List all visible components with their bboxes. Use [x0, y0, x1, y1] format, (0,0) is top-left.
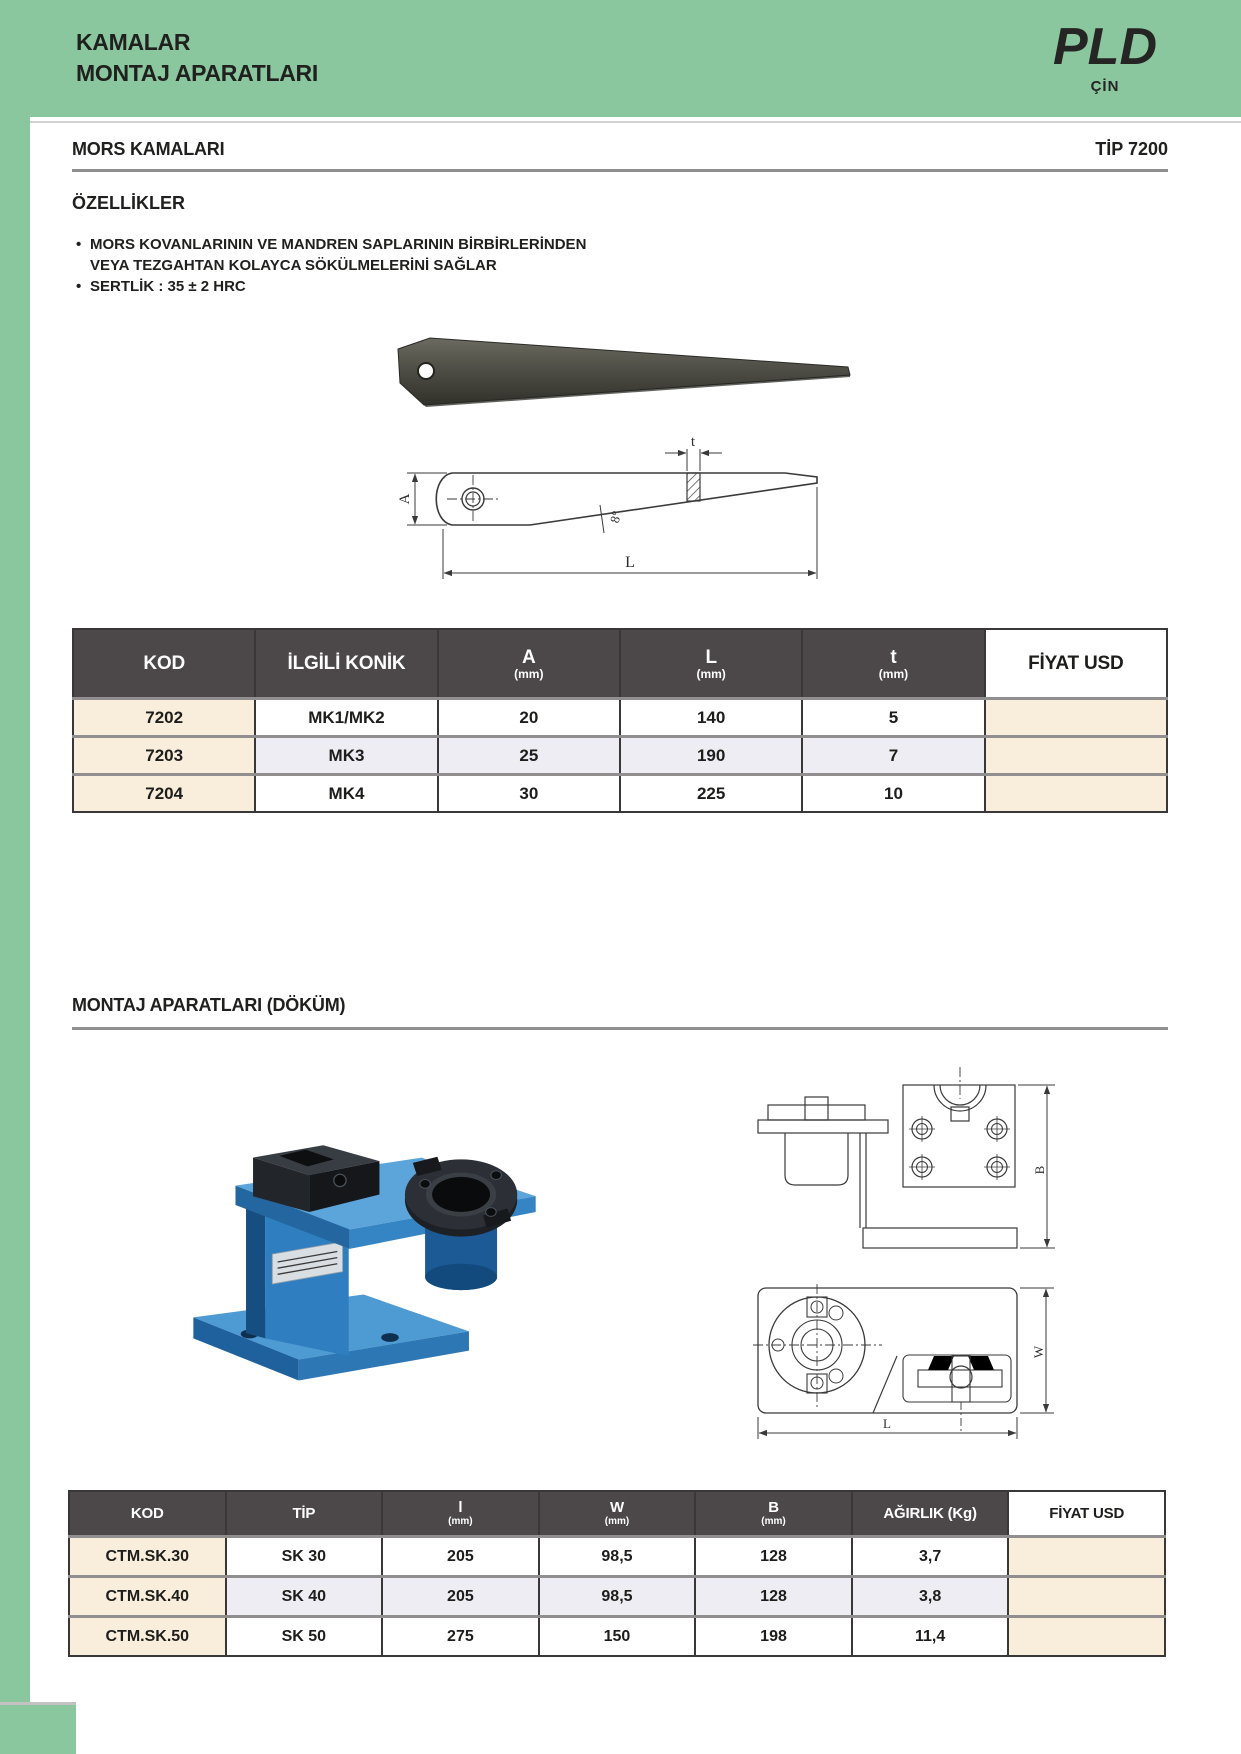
left-green-stripe [0, 0, 30, 1754]
table-row [73, 699, 1167, 737]
brand-block [1045, 18, 1165, 95]
montaj-table [68, 1490, 1166, 1657]
table-cell: 205 [382, 1537, 539, 1577]
col-header-t: t (mm) [802, 629, 984, 699]
features-title: ÖZELLİKLER [72, 193, 185, 213]
table-cell [1008, 1537, 1165, 1577]
col-header-W: W (mm) [539, 1491, 696, 1537]
page-title-line1: KAMALAR [76, 29, 191, 55]
table-row [73, 775, 1167, 813]
col-header-price: FİYAT USD [1008, 1491, 1165, 1537]
table-cell: 140 [620, 699, 802, 737]
montaj-side-drawing [650, 1065, 1070, 1260]
bottom-green-tab [0, 1702, 76, 1754]
table-cell: 7203 [73, 737, 255, 775]
table-cell: 25 [438, 737, 620, 775]
table-cell [985, 737, 1167, 775]
section-mors-title: MORS KAMALARI [72, 139, 225, 159]
table-cell [1008, 1577, 1165, 1617]
bolt-symbols [909, 1116, 1010, 1180]
section-mors-rule [72, 169, 1168, 172]
col-header-l: l (mm) [382, 1491, 539, 1537]
feature-text: MORS KOVANLARININ VE MANDREN SAPLARININ BİRBİRLERİNDEN [90, 236, 587, 253]
table-cell: 198 [695, 1617, 852, 1657]
col-header-kod: KOD [69, 1491, 226, 1537]
table-cell: CTM.SK.30 [69, 1537, 226, 1577]
col-header-A: A (mm) [438, 629, 620, 699]
table-cell: 150 [539, 1617, 696, 1657]
dim-label-B: B [1032, 1165, 1047, 1175]
table-cell: 30 [438, 775, 620, 813]
section-mors-type: TİP 7200 [1095, 139, 1168, 159]
dim-label-L: L [625, 554, 635, 571]
table-cell [985, 775, 1167, 813]
table-row [73, 737, 1167, 775]
feature-item [90, 234, 586, 255]
feature-text: SERTLİK : 35 ± 2 HRC [90, 278, 246, 295]
section-montaj-rule [72, 1027, 1168, 1030]
table-cell: SK 30 [226, 1537, 383, 1577]
table-cell: 10 [802, 775, 984, 813]
table-cell: 5 [802, 699, 984, 737]
dim-label-L2: L [883, 1416, 891, 1431]
table-cell: 11,4 [852, 1617, 1009, 1657]
col-header-L: L (mm) [620, 629, 802, 699]
features-list [90, 234, 586, 297]
mors-wedge-photo [390, 333, 855, 409]
table-cell: 98,5 [539, 1577, 696, 1617]
table-cell: 98,5 [539, 1537, 696, 1577]
feature-item [90, 276, 586, 297]
table-row [69, 1577, 1165, 1617]
table-cell: 3,7 [852, 1537, 1009, 1577]
table-header-row [69, 1491, 1165, 1537]
table-cell: 3,8 [852, 1577, 1009, 1617]
table-cell: 7 [802, 737, 984, 775]
col-header-weight: AĞIRLIK (Kg) [852, 1491, 1009, 1537]
table-row [69, 1537, 1165, 1577]
col-header-B: B (mm) [695, 1491, 852, 1537]
feature-text: VEYA TEZGAHTAN KOLAYCA SÖKÜLMELERİNİ SAĞLAR [90, 257, 497, 274]
table-header-row [73, 629, 1167, 699]
table-cell: MK3 [255, 737, 437, 775]
table-cell [985, 699, 1167, 737]
mors-wedge-drawing [395, 435, 850, 585]
brand-country: ÇİN [1090, 78, 1120, 95]
page-title [76, 27, 318, 89]
page-title-line2: MONTAJ APARATLARI [76, 60, 318, 86]
table-row [69, 1617, 1165, 1657]
table-cell: 205 [382, 1577, 539, 1617]
table-cell: 128 [695, 1537, 852, 1577]
wedge-hole [418, 363, 434, 379]
table-cell: 225 [620, 775, 802, 813]
table-cell: MK1/MK2 [255, 699, 437, 737]
brand-logo: PLD [1053, 18, 1157, 76]
table-cell: 7202 [73, 699, 255, 737]
feature-item-continuation [90, 255, 586, 276]
table-cell: 128 [695, 1577, 852, 1617]
montaj-top-drawing [650, 1275, 1070, 1460]
table-cell: 190 [620, 737, 802, 775]
page-top-shadow [30, 121, 1241, 123]
dim-label-A: A [397, 493, 413, 505]
dim-label-angle: 8° [606, 509, 625, 525]
table-cell: CTM.SK.40 [69, 1577, 226, 1617]
table-cell: CTM.SK.50 [69, 1617, 226, 1657]
table-cell: SK 50 [226, 1617, 383, 1657]
mors-table [72, 628, 1168, 813]
table-cell: 20 [438, 699, 620, 737]
table-cell [1008, 1617, 1165, 1657]
table-cell: SK 40 [226, 1577, 383, 1617]
table-cell: 275 [382, 1617, 539, 1657]
col-header-konik: İLGİLİ KONİK [255, 629, 437, 699]
dim-label-t: t [690, 435, 696, 450]
montaj-fixture-photo [160, 1082, 555, 1385]
col-header-kod: KOD [73, 629, 255, 699]
table-cell: 7204 [73, 775, 255, 813]
section-montaj-title: MONTAJ APARATLARI (DÖKÜM) [72, 995, 346, 1015]
col-header-tip: TİP [226, 1491, 383, 1537]
dim-label-W: W [1031, 1345, 1046, 1359]
col-header-price: FİYAT USD [985, 629, 1167, 699]
table-cell: MK4 [255, 775, 437, 813]
